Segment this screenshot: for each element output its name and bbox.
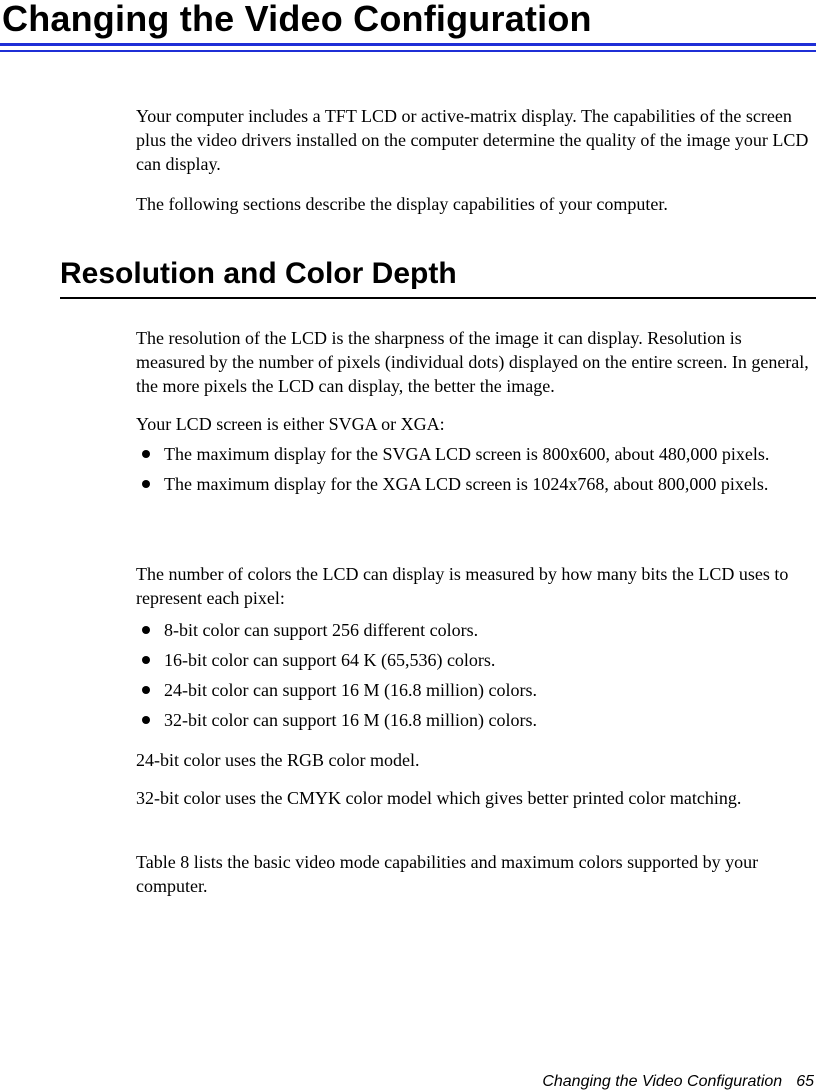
intro-paragraph-1: Your computer includes a TFT LCD or active-matrix display. The capabilities of the screen plus the video drivers installed on the computer determine the quality of the image your LCD can display. xyxy=(136,106,809,174)
bullet-text: The maximum display for the XGA LCD screen is 1024x768, about 800,000 pixels. xyxy=(164,474,769,494)
bullet-icon xyxy=(142,656,150,664)
list-item xyxy=(136,708,814,732)
list-item xyxy=(136,442,814,466)
list-item xyxy=(136,472,814,496)
color-depth-paragraph: The number of colors the LCD can display is measured by how many bits the LCD uses to represent each pixel: xyxy=(136,564,789,608)
bullet-text: The maximum display for the SVGA LCD screen is 800x600, about 480,000 pixels. xyxy=(164,444,770,464)
bullet-text: 16-bit color can support 64 K (65,536) colors. xyxy=(164,650,496,670)
section-rule xyxy=(60,297,816,299)
bullet-icon xyxy=(142,626,150,634)
chapter-rule-bottom xyxy=(0,50,816,52)
page-number: 65 xyxy=(796,1073,814,1090)
chapter-rule-top xyxy=(0,43,816,46)
bullet-icon xyxy=(142,480,150,488)
bullet-text: 32-bit color can support 16 M (16.8 million) colors. xyxy=(164,710,537,730)
cmyk-paragraph: 32-bit color uses the CMYK color model which gives better printed color matching. xyxy=(136,788,742,808)
resolution-bullet-list xyxy=(136,442,814,496)
list-item xyxy=(136,678,814,702)
resolution-paragraph: The resolution of the LCD is the sharpness of the image it can display. Resolution is measured by the number of pixels (individual dots) displayed on the entire screen. In general, the more pixels the LCD can display, the better the image. xyxy=(136,328,809,396)
color-bullet-list xyxy=(136,618,814,732)
bullet-text: 8-bit color can support 256 different colors. xyxy=(164,620,479,640)
footer-running-title: Changing the Video Configuration xyxy=(542,1073,783,1090)
rgb-paragraph: 24-bit color uses the RGB color model. xyxy=(136,750,420,770)
bullet-icon xyxy=(142,450,150,458)
bullet-text: 24-bit color can support 16 M (16.8 million) colors. xyxy=(164,680,537,700)
list-item xyxy=(136,618,814,642)
lcd-type-paragraph: Your LCD screen is either SVGA or XGA: xyxy=(136,414,445,434)
table-reference-paragraph: Table 8 lists the basic video mode capabilities and maximum colors supported by your computer. xyxy=(136,852,759,896)
list-item xyxy=(136,648,814,672)
chapter-title: Changing the Video Configuration xyxy=(2,0,592,39)
bullet-icon xyxy=(142,716,150,724)
page-footer xyxy=(542,1072,814,1092)
intro-paragraph-2: The following sections describe the display capabilities of your computer. xyxy=(136,194,668,214)
bullet-icon xyxy=(142,686,150,694)
section-title: Resolution and Color Depth xyxy=(60,257,457,290)
